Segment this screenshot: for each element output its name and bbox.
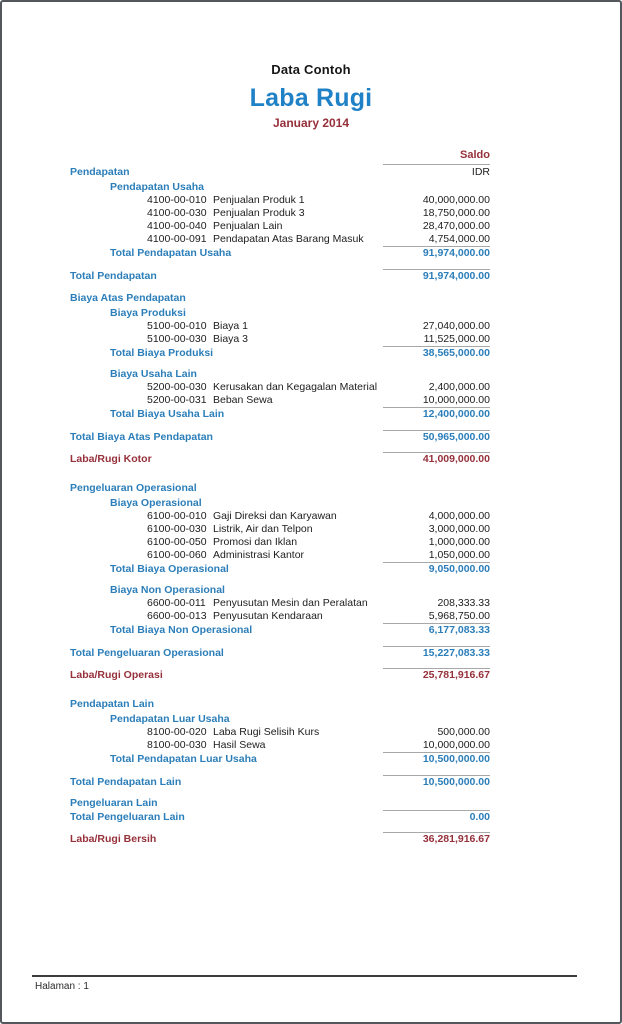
sub-row bbox=[2, 713, 620, 726]
account-name: Promosi dan Iklan bbox=[213, 536, 298, 548]
section-row bbox=[2, 482, 620, 495]
row-label: Total Pendapatan Usaha bbox=[110, 247, 232, 259]
row-label bbox=[2, 523, 383, 536]
row-label: Pendapatan Luar Usaha bbox=[110, 713, 230, 725]
row-label: Pengeluaran Lain bbox=[70, 797, 158, 809]
row-value: 4,754,000.00 bbox=[428, 233, 490, 245]
account-code: 6100-00-050 bbox=[147, 536, 207, 548]
row-label: Total Pendapatan Luar Usaha bbox=[110, 753, 257, 765]
detail-row bbox=[2, 739, 620, 752]
account-code: 6100-00-030 bbox=[147, 523, 207, 535]
detail-row bbox=[2, 220, 620, 233]
account-code: 6600-00-011 bbox=[147, 597, 206, 609]
row-value: 500,000.00 bbox=[437, 726, 490, 738]
row-value: 1,050,000.00 bbox=[428, 549, 490, 561]
detail-row bbox=[2, 549, 620, 562]
detail-row bbox=[2, 536, 620, 549]
account-name: Penjualan Lain bbox=[213, 220, 283, 232]
row-label bbox=[2, 597, 383, 610]
row-label: Total Biaya Produksi bbox=[110, 347, 214, 359]
account-name: Laba Rugi Selisih Kurs bbox=[213, 726, 320, 738]
sub-row bbox=[2, 307, 620, 320]
footer-divider bbox=[32, 975, 577, 977]
row-label: Biaya Usaha Lain bbox=[110, 368, 197, 380]
section-row bbox=[2, 797, 620, 810]
row-label bbox=[2, 381, 383, 394]
row-value: 15,227,083.33 bbox=[383, 646, 490, 660]
subtotal-row bbox=[2, 346, 620, 360]
detail-row bbox=[2, 207, 620, 220]
row-value: 0.00 bbox=[383, 810, 490, 824]
detail-row bbox=[2, 726, 620, 739]
account-code: 6100-00-060 bbox=[147, 549, 207, 561]
row-label: Total Biaya Atas Pendapatan bbox=[70, 431, 213, 443]
account-code: 4100-00-010 bbox=[147, 194, 207, 206]
row-label bbox=[2, 549, 383, 562]
account-code: 6600-00-013 bbox=[147, 610, 207, 622]
sub-row bbox=[2, 584, 620, 597]
result-row bbox=[2, 832, 620, 846]
result-row bbox=[2, 452, 620, 466]
row-value: 10,000,000.00 bbox=[422, 394, 490, 406]
row-label: Biaya Non Operasional bbox=[110, 584, 225, 596]
account-name: Pendapatan Atas Barang Masuk bbox=[213, 233, 364, 245]
detail-row bbox=[2, 610, 620, 623]
row-label: Pengeluaran Operasional bbox=[70, 482, 197, 494]
row-label: Total Pendapatan bbox=[70, 270, 157, 282]
section-row bbox=[2, 292, 620, 305]
page-number-label: Halaman : 1 bbox=[35, 981, 89, 992]
report-period: January 2014 bbox=[272, 116, 350, 130]
row-value: 11,525,000.00 bbox=[423, 333, 490, 345]
column-header-row bbox=[2, 149, 620, 166]
row-label: Laba/Rugi Operasi bbox=[70, 669, 163, 681]
row-label: Total Biaya Operasional bbox=[110, 563, 229, 575]
account-name: Listrik, Air dan Telpon bbox=[213, 523, 313, 535]
row-label: Pendapatan bbox=[70, 166, 130, 178]
account-name: Gaji Direksi dan Karyawan bbox=[213, 510, 337, 522]
detail-row bbox=[2, 320, 620, 333]
row-label: Biaya Operasional bbox=[110, 497, 202, 509]
row-label bbox=[2, 739, 383, 752]
account-code: 6100-00-010 bbox=[147, 510, 207, 522]
subtotal-row bbox=[2, 623, 620, 637]
row-value: 91,974,000.00 bbox=[383, 246, 490, 260]
account-code: 5200-00-030 bbox=[147, 381, 207, 393]
row-label: Laba/Rugi Kotor bbox=[70, 453, 152, 465]
total-row bbox=[2, 810, 620, 824]
row-value: 28,470,000.00 bbox=[422, 220, 490, 232]
row-value: 50,965,000.00 bbox=[383, 430, 490, 444]
sub-row bbox=[2, 368, 620, 381]
subtotal-row bbox=[2, 246, 620, 260]
row-value: 6,177,083.33 bbox=[383, 623, 490, 637]
report-header bbox=[2, 2, 620, 130]
row-label: Total Pengeluaran Lain bbox=[70, 811, 185, 823]
detail-row bbox=[2, 381, 620, 394]
row-label bbox=[2, 220, 383, 233]
detail-row bbox=[2, 510, 620, 523]
total-row bbox=[2, 646, 620, 660]
row-label bbox=[2, 233, 383, 246]
account-name: Biaya 3 bbox=[213, 333, 249, 345]
account-code: 4100-00-091 bbox=[147, 233, 207, 245]
account-name: Penyusutan Kendaraan bbox=[213, 610, 323, 622]
row-value: 36,281,916.67 bbox=[383, 832, 490, 846]
account-name: Kerusakan dan Kegagalan Material bbox=[213, 381, 378, 393]
row-value: 12,400,000.00 bbox=[383, 407, 490, 421]
row-value: 4,000,000.00 bbox=[428, 510, 490, 522]
sub-row bbox=[2, 181, 620, 194]
total-row bbox=[2, 430, 620, 444]
detail-row bbox=[2, 333, 620, 346]
account-code: 8100-00-030 bbox=[147, 739, 207, 751]
sub-row bbox=[2, 497, 620, 510]
report-title: Laba Rugi bbox=[249, 84, 373, 112]
row-label: Total Pengeluaran Operasional bbox=[70, 647, 224, 659]
account-code: 5100-00-030 bbox=[147, 333, 207, 345]
subtotal-row bbox=[2, 407, 620, 421]
row-value: 10,500,000.00 bbox=[383, 775, 490, 789]
row-value: 9,050,000.00 bbox=[383, 562, 490, 576]
row-label bbox=[2, 320, 383, 333]
account-name: Administrasi Kantor bbox=[213, 549, 305, 561]
account-code: 4100-00-030 bbox=[147, 207, 207, 219]
row-label bbox=[2, 510, 383, 523]
account-code: 5100-00-010 bbox=[147, 320, 207, 332]
saldo-column-header: Saldo bbox=[383, 149, 490, 165]
detail-row bbox=[2, 523, 620, 536]
row-label: Biaya Atas Pendapatan bbox=[70, 292, 186, 304]
account-name: Hasil Sewa bbox=[213, 739, 266, 751]
row-label: Biaya Produksi bbox=[110, 307, 186, 319]
row-label bbox=[2, 207, 383, 220]
row-label bbox=[2, 333, 383, 346]
detail-row bbox=[2, 597, 620, 610]
account-name: Penyusutan Mesin dan Peralatan bbox=[213, 597, 368, 609]
row-value: 25,781,916.67 bbox=[383, 668, 490, 682]
row-value: 208,333.33 bbox=[437, 597, 490, 609]
account-code: 4100-00-040 bbox=[147, 220, 207, 232]
account-name: Penjualan Produk 1 bbox=[213, 194, 305, 206]
row-label: Total Biaya Non Operasional bbox=[110, 624, 253, 636]
row-value: IDR bbox=[471, 166, 490, 178]
total-row bbox=[2, 775, 620, 789]
detail-row bbox=[2, 394, 620, 407]
account-code: 5200-00-031 bbox=[147, 394, 207, 406]
row-label: Laba/Rugi Bersih bbox=[70, 833, 157, 845]
row-label bbox=[2, 726, 383, 739]
row-label bbox=[2, 394, 383, 407]
row-value: 27,040,000.00 bbox=[422, 320, 490, 332]
row-label: Pendapatan Lain bbox=[70, 698, 155, 710]
total-row bbox=[2, 269, 620, 283]
row-value: 40,000,000.00 bbox=[422, 194, 490, 206]
row-label bbox=[2, 194, 383, 207]
section-row bbox=[2, 698, 620, 711]
subtotal-row bbox=[2, 752, 620, 766]
row-label: Total Biaya Usaha Lain bbox=[110, 408, 225, 420]
row-label bbox=[2, 610, 383, 623]
row-label: Total Pendapatan Lain bbox=[70, 776, 182, 788]
row-value: 10,500,000.00 bbox=[383, 752, 490, 766]
result-row bbox=[2, 668, 620, 682]
row-value: 2,400,000.00 bbox=[428, 381, 490, 393]
row-value: 3,000,000.00 bbox=[428, 523, 490, 535]
account-name: Penjualan Produk 3 bbox=[213, 207, 305, 219]
row-value: 91,974,000.00 bbox=[383, 269, 490, 283]
company-name: Data Contoh bbox=[271, 62, 351, 77]
report-rows bbox=[2, 149, 620, 846]
row-value: 10,000,000.00 bbox=[422, 739, 490, 751]
row-label: Pendapatan Usaha bbox=[110, 181, 204, 193]
section-row bbox=[2, 166, 620, 179]
account-name: Beban Sewa bbox=[213, 394, 273, 406]
row-value: 38,565,000.00 bbox=[383, 346, 490, 360]
account-code: 8100-00-020 bbox=[147, 726, 207, 738]
row-value: 1,000,000.00 bbox=[428, 536, 490, 548]
subtotal-row bbox=[2, 562, 620, 576]
detail-row bbox=[2, 233, 620, 246]
account-name: Biaya 1 bbox=[213, 320, 249, 332]
row-value: 18,750,000.00 bbox=[422, 207, 490, 219]
row-value: 5,968,750.00 bbox=[428, 610, 490, 622]
detail-row bbox=[2, 194, 620, 207]
row-label bbox=[2, 536, 383, 549]
row-value: 41,009,000.00 bbox=[383, 452, 490, 466]
